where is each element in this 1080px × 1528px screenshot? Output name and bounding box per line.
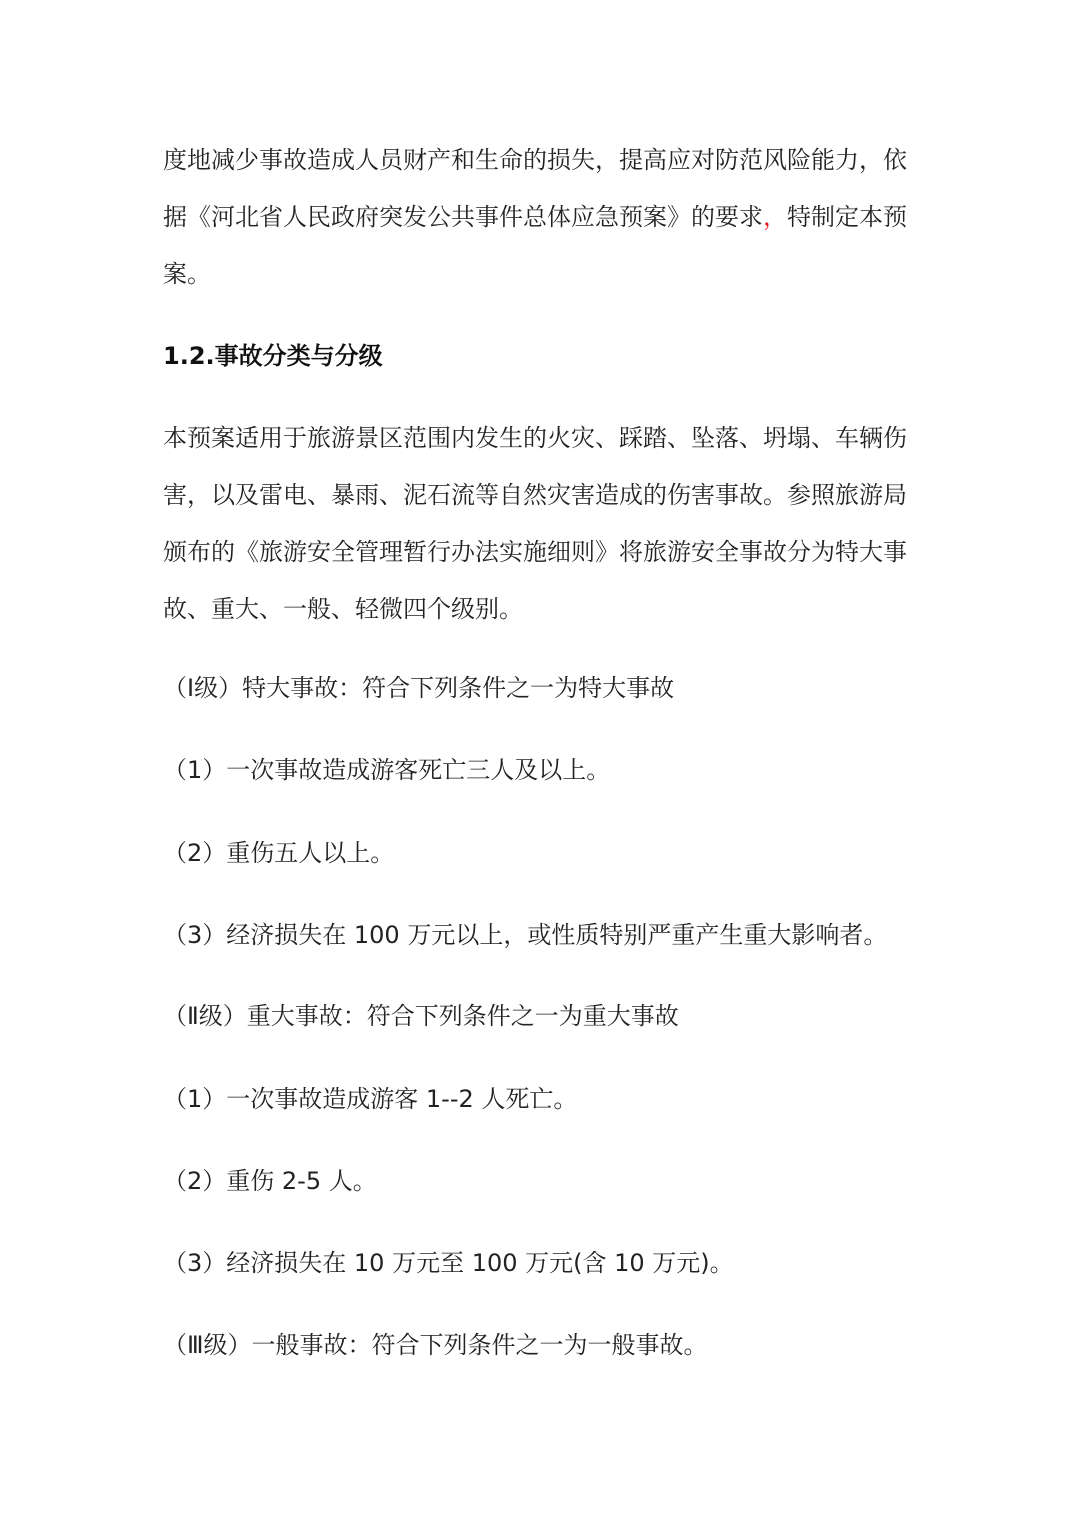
intro-paragraph [163, 132, 923, 303]
level-1-item-1: （1）一次事故造成游客死亡三人及以上。 [163, 756, 611, 784]
section-heading: 1.2.事故分类与分级 [163, 342, 383, 370]
intro-line-2-tail: 特制定本预 [787, 203, 907, 231]
section-para-line-4: 故、重大、一般、轻微四个级别。 [163, 595, 523, 623]
level-1-item-3: （3）经济损失在 100 万元以上，或性质特别严重产生重大影响者。 [163, 921, 888, 949]
intro-line-1: 度地减少事故造成人员财产和生命的损失，提高应对防范风险能力，依 [163, 146, 907, 174]
red-comma: ， [763, 203, 787, 231]
section-para-line-3: 颁布的《旅游安全管理暂行办法实施细则》将旅游安全事故分为特大事 [163, 538, 907, 566]
intro-line-2 [163, 189, 923, 246]
level-2-item-2: （2）重伤 2-5 人。 [163, 1167, 377, 1195]
section-para-line-2: 害，以及雷电、暴雨、泥石流等自然灾害造成的伤害事故。参照旅游局 [163, 481, 907, 509]
level-2-title: （Ⅱ级）重大事故：符合下列条件之一为重大事故 [163, 1002, 679, 1030]
section-para-line-1: 本预案适用于旅游景区范围内发生的火灾、踩踏、坠落、坍塌、车辆伤 [163, 424, 907, 452]
level-1-item-2: （2）重伤五人以上。 [163, 839, 395, 867]
intro-line-2-main: 据《河北省人民政府突发公共事件总体应急预案》的要求 [163, 203, 763, 231]
level-2-item-1: （1）一次事故造成游客 1--2 人死亡。 [163, 1085, 578, 1113]
level-2-item-3: （3）经济损失在 10 万元至 100 万元(含 10 万元)。 [163, 1249, 734, 1277]
section-paragraph [163, 410, 923, 638]
level-1-title: （Ⅰ级）特大事故：符合下列条件之一为特大事故 [163, 674, 675, 702]
level-3-title: （Ⅲ级）一般事故：符合下列条件之一为一般事故。 [163, 1331, 708, 1359]
intro-line-3: 案。 [163, 260, 211, 288]
